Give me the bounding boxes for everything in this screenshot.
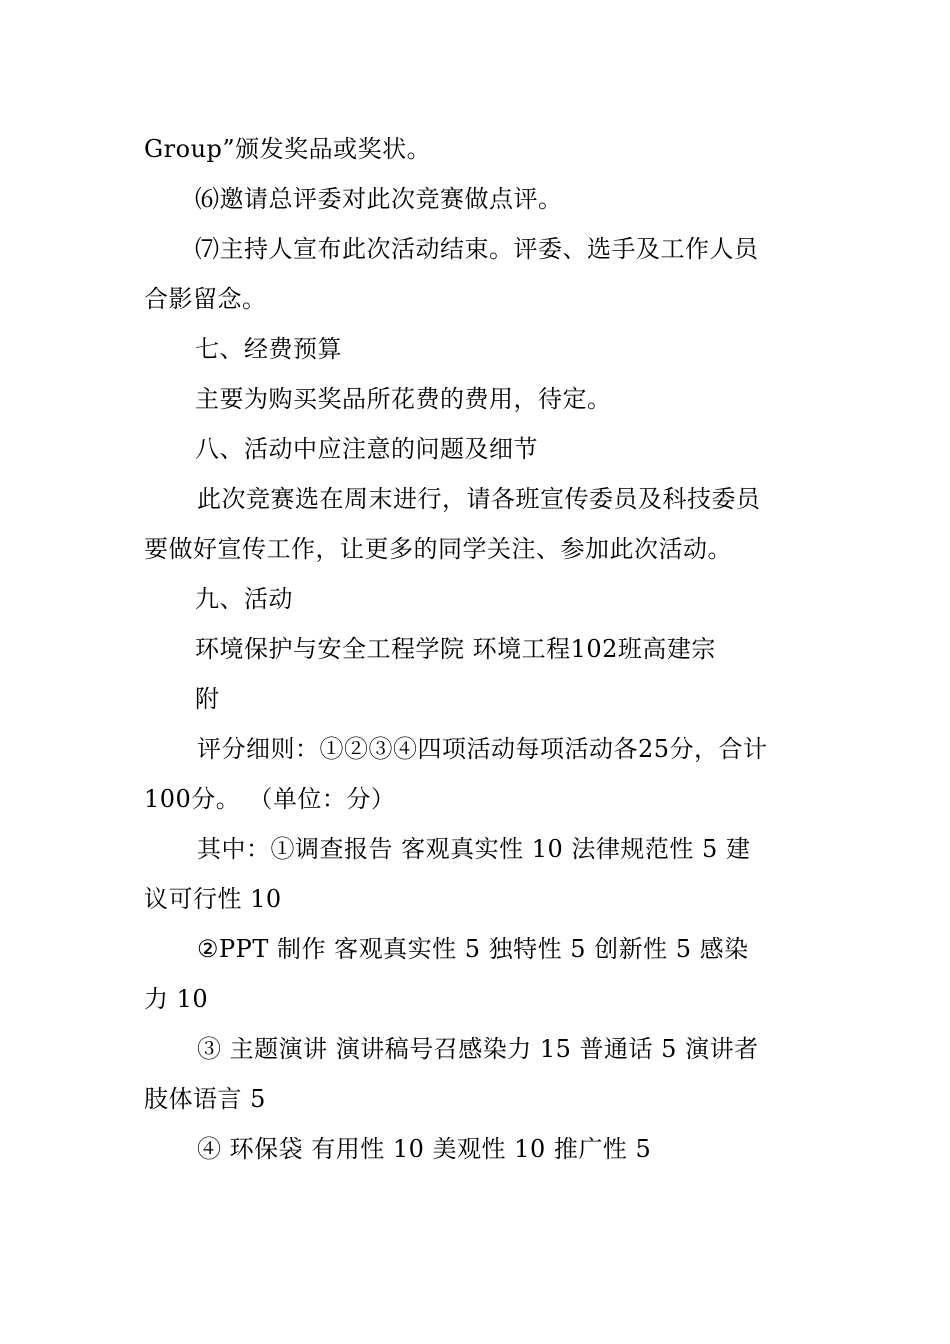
- text-line: 其中：①调查报告 客观真实性 10 法律规范性 5 建: [197, 835, 751, 863]
- text-line: ⑹邀请总评委对此次竞赛做点评。: [195, 185, 563, 213]
- text-line: 评分细则：①②③④四项活动每项活动各25分，合计: [197, 735, 768, 763]
- text-line: 要做好宣传工作，让更多的同学关注、参加此次活动。: [144, 535, 732, 563]
- text-line: ②PPT 制作 客观真实性 5 独特性 5 创新性 5 感染: [197, 935, 749, 963]
- text-line: 议可行性 10: [144, 885, 282, 913]
- text-line: ④ 环保袋 有用性 10 美观性 10 推广性 5: [197, 1135, 652, 1163]
- text-line: 100分。 （单位：分）: [144, 785, 396, 813]
- text-line: 环境保护与安全工程学院 环境工程102班高建宗: [195, 635, 716, 663]
- text-line: 主要为购买奖品所花费的费用，待定。: [195, 385, 612, 413]
- text-line: ⑺主持人宣布此次活动结束。评委、选手及工作人员: [195, 235, 759, 263]
- text-line: ③ 主题演讲 演讲稿号召感染力 15 普通话 5 演讲者: [197, 1035, 759, 1063]
- section-heading: 八、活动中应注意的问题及细节: [195, 435, 538, 463]
- section-heading: 九、活动: [195, 585, 293, 613]
- text-line: 此次竞赛选在周末进行，请各班宣传委员及科技委员: [197, 485, 761, 513]
- text-line: 合影留念。: [144, 285, 267, 313]
- text-line: 肢体语言 5: [144, 1085, 266, 1113]
- text-line: Group”颁发奖品或奖状。: [144, 135, 432, 163]
- section-heading: 七、经费预算: [195, 335, 342, 363]
- text-line: 附: [195, 685, 220, 713]
- text-line: 力 10: [144, 985, 209, 1013]
